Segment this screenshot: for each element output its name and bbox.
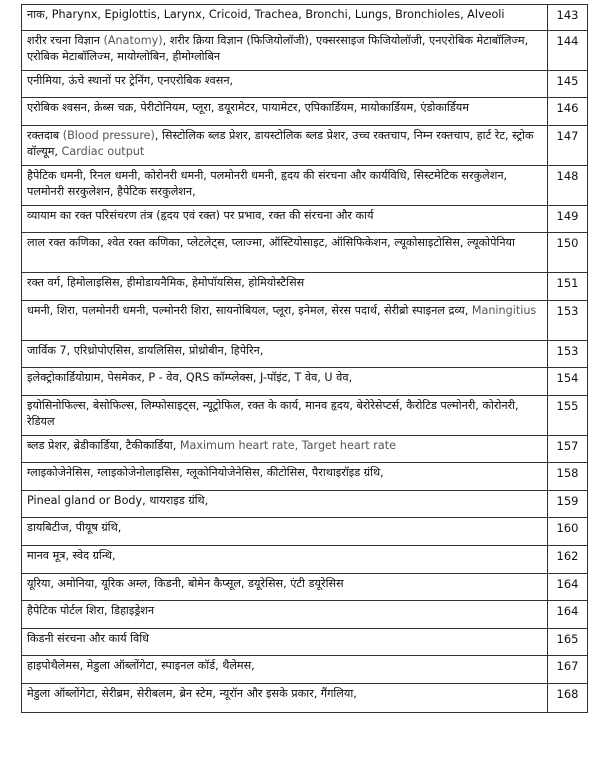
topic-cell: [22, 574, 548, 601]
topic-cell: [22, 436, 548, 463]
topic-text: नाक, Pharynx, Epiglottis, Larynx, Cricoid, Trachea, Bronchi, Lungs, Bronchioles, Alveoli: [27, 8, 505, 21]
table-row: [22, 368, 588, 396]
topic-cell: [22, 656, 548, 684]
topic-cell: [22, 166, 548, 206]
table-row: [22, 656, 588, 684]
table-row: [22, 98, 588, 126]
table-row: [22, 273, 588, 301]
page-number-cell: 145: [548, 71, 588, 98]
topic-english-text: (Anatomy): [103, 34, 163, 47]
table-row: [22, 206, 588, 233]
topic-text: शरीर रचना विज्ञान: [27, 34, 104, 47]
table-row: [22, 436, 588, 463]
page-number-cell: 149: [548, 206, 588, 233]
page-number-cell: 147: [548, 126, 588, 166]
topic-cell: [22, 31, 548, 71]
topic-cell: [22, 98, 548, 126]
topic-index-body: [22, 5, 588, 713]
topic-english-text: (Blood pressure): [62, 129, 155, 142]
topic-text: यूरिया, अमोनिया, यूरिक अम्ल, किडनी, बोमेन कैप्सूल, डयूरेसिस, एंटी डयूरेसिस: [27, 577, 344, 590]
topic-index-table: [21, 4, 588, 713]
topic-cell: [22, 546, 548, 574]
page-number-cell: 151: [548, 273, 588, 301]
page-number-cell: 155: [548, 396, 588, 436]
topic-cell: [22, 601, 548, 629]
topic-cell: [22, 71, 548, 98]
table-row: [22, 574, 588, 601]
topic-text: , सिस्टोलिक ब्लड प्रेशर, डायस्टोलिक ब्लड प्रेशर, उच्च रक्तचाप, निम्न रक्तचाप, हार्ट रेट, स्ट्रोक वॉल्यूम,: [27, 129, 534, 158]
table-row: [22, 31, 588, 71]
topic-text: एरोबिक श्वसन, क्रेब्स चक्र, पेरीटोनियम, प्लूरा, डयूरामेटर, पायामेटर, एपिकार्डियम, मायोकार्डियम, एंडोकार्डियम: [27, 101, 469, 114]
table-row: [22, 491, 588, 518]
table-row: [22, 71, 588, 98]
topic-text: लाल रक्त कणिका, श्वेत रक्त कणिका, प्लेटलेट्स, प्लाज्मा, ऑस्टियोसाइट, ऑसिफिकेशन, ल्यूकोसाइटोसिस, ल्यूकोपेनिया: [27, 236, 515, 249]
topic-text: ब्लड प्रेशर, ब्रेडीकार्डिया, टैकीकार्डिया,: [27, 439, 180, 452]
topic-cell: [22, 301, 548, 341]
table-row: [22, 301, 588, 341]
topic-text: इलेक्ट्रोकार्डियोग्राम, पेसमेकर, P - वेव, QRS कॉम्प्लेक्स, J-पॉइंट, T वेव, U वेव,: [27, 371, 353, 384]
topic-text: हैपेटिक पोर्टल शिरा, डिहाइड्रेशन: [27, 604, 155, 617]
page-number-cell: 160: [548, 518, 588, 546]
topic-cell: [22, 518, 548, 546]
topic-english-text: Maningitius: [471, 304, 537, 317]
table-row: [22, 629, 588, 656]
table-row: [22, 601, 588, 629]
topic-cell: [22, 206, 548, 233]
table-row: [22, 546, 588, 574]
topic-text: डायबिटीज, पीयूष ग्रंथि,: [27, 521, 122, 534]
topic-text: मानव मूत्र, स्वेद ग्रन्थि,: [27, 549, 116, 562]
topic-text: रक्त वर्ग, हिमोलाइसिस, हीमोडायनैमिक, हेमोपॉयसिस, होमियोस्टैसिस: [27, 276, 305, 289]
topic-cell: [22, 341, 548, 368]
page-number-cell: 154: [548, 368, 588, 396]
topic-text: रक्तदाब: [27, 129, 63, 142]
page-number-cell: 158: [548, 463, 588, 491]
topic-text: व्यायाम का रक्त परिसंचरण तंत्र (हृदय एवं रक्त) पर प्रभाव, रक्त की संरचना और कार्य: [27, 209, 374, 222]
page-number-cell: 164: [548, 601, 588, 629]
index-page: [21, 4, 587, 713]
table-row: [22, 518, 588, 546]
page-number-cell: 153: [548, 341, 588, 368]
page-number-cell: 167: [548, 656, 588, 684]
topic-cell: [22, 491, 548, 518]
topic-text: इयोसिनोफिल्स, बेसोफिल्स, लिम्फोसाइट्स, न्यूट्रोफिल, रक्त के कार्य, मानव हृदय, बेरोरेसेप्टर्स, कैरोटिड पल्मोनरी, कोरोनरी, रेडियल: [27, 399, 519, 428]
page-number-cell: 144: [548, 31, 588, 71]
table-row: [22, 233, 588, 273]
table-row: [22, 5, 588, 31]
topic-text: Pineal gland or Body, थायराइड ग्रंथि,: [27, 494, 209, 507]
topic-english-text: Cardiac output: [61, 145, 145, 158]
topic-english-text: Maximum heart rate, Target heart rate: [179, 439, 396, 452]
topic-text: किडनी संरचना और कार्य विधि: [27, 632, 150, 645]
topic-cell: [22, 629, 548, 656]
table-row: [22, 396, 588, 436]
page-number-cell: 164: [548, 574, 588, 601]
topic-text: हैपेटिक धमनी, रिनल धमनी, कोरोनरी धमनी, पलमोनरी धमनी, हृदय की संरचना और कार्यविधि, सिस्टमेटिक सरकुलेशन, पलमोनरी सरकुलेशन, हैपेटिक सरकुलेशन,: [27, 169, 508, 198]
page-number-cell: 162: [548, 546, 588, 574]
topic-text: धमनी, शिरा, पलमोनरी धमनी, पल्मोनरी शिरा, सायनोबियल, प्लूरा, इनेमल, सेरस पदार्थ, सेरीब्रो स्पाइनल द्रव्य,: [27, 304, 472, 317]
topic-cell: [22, 684, 548, 713]
page-number-cell: 148: [548, 166, 588, 206]
table-row: [22, 166, 588, 206]
page-number-cell: 157: [548, 436, 588, 463]
topic-cell: [22, 5, 548, 31]
page-number-cell: 165: [548, 629, 588, 656]
page-number-cell: 150: [548, 233, 588, 273]
topic-cell: [22, 126, 548, 166]
page-number-cell: 146: [548, 98, 588, 126]
topic-text: जार्विक 7, एरिथ्रोपोएसिस, डायलिसिस, प्रोथ्रोबीन, हिपेरिन,: [27, 344, 264, 357]
topic-text: हाइपोथैलेमस, मेडुला ऑब्लोंगेटा, स्पाइनल कॉर्ड, थैलेमस,: [27, 659, 255, 672]
topic-text: , शरीर क्रिया विज्ञान (फिजियोलॉजी), एक्सरसाइज फिजियोलॉजी, एनएरोबिक मेटाबॉलिज्म, एरोबिक मेटाबॉलिज्म, मायोग्लोबिन, हीमोग्लोबिन: [27, 34, 529, 63]
page-number-cell: 159: [548, 491, 588, 518]
topic-cell: [22, 233, 548, 273]
table-row: [22, 126, 588, 166]
topic-text: एनीमिया, ऊंचे स्थानों पर ट्रेनिंग, एनएरोबिक श्वसन,: [27, 74, 234, 87]
topic-cell: [22, 273, 548, 301]
topic-cell: [22, 396, 548, 436]
table-row: [22, 463, 588, 491]
page-number-cell: 168: [548, 684, 588, 713]
topic-text: ग्लाइकोजेनेसिस, ग्लाइकोजेनोलाइसिस, ग्लूकोनियोजेनेसिस, कीटोसिस, पैराथाइरॉइड ग्रंथि,: [27, 466, 384, 479]
table-row: [22, 684, 588, 713]
topic-cell: [22, 368, 548, 396]
page-number-cell: 143: [548, 5, 588, 31]
topic-text: मेडुला ऑब्लोंगेटा, सेरीब्रम, सेरीबलम, ब्रेन स्टेम, न्यूरॉन और इसके प्रकार, गैंगलिया,: [27, 687, 357, 700]
page-number-cell: 153: [548, 301, 588, 341]
table-row: [22, 341, 588, 368]
topic-cell: [22, 463, 548, 491]
